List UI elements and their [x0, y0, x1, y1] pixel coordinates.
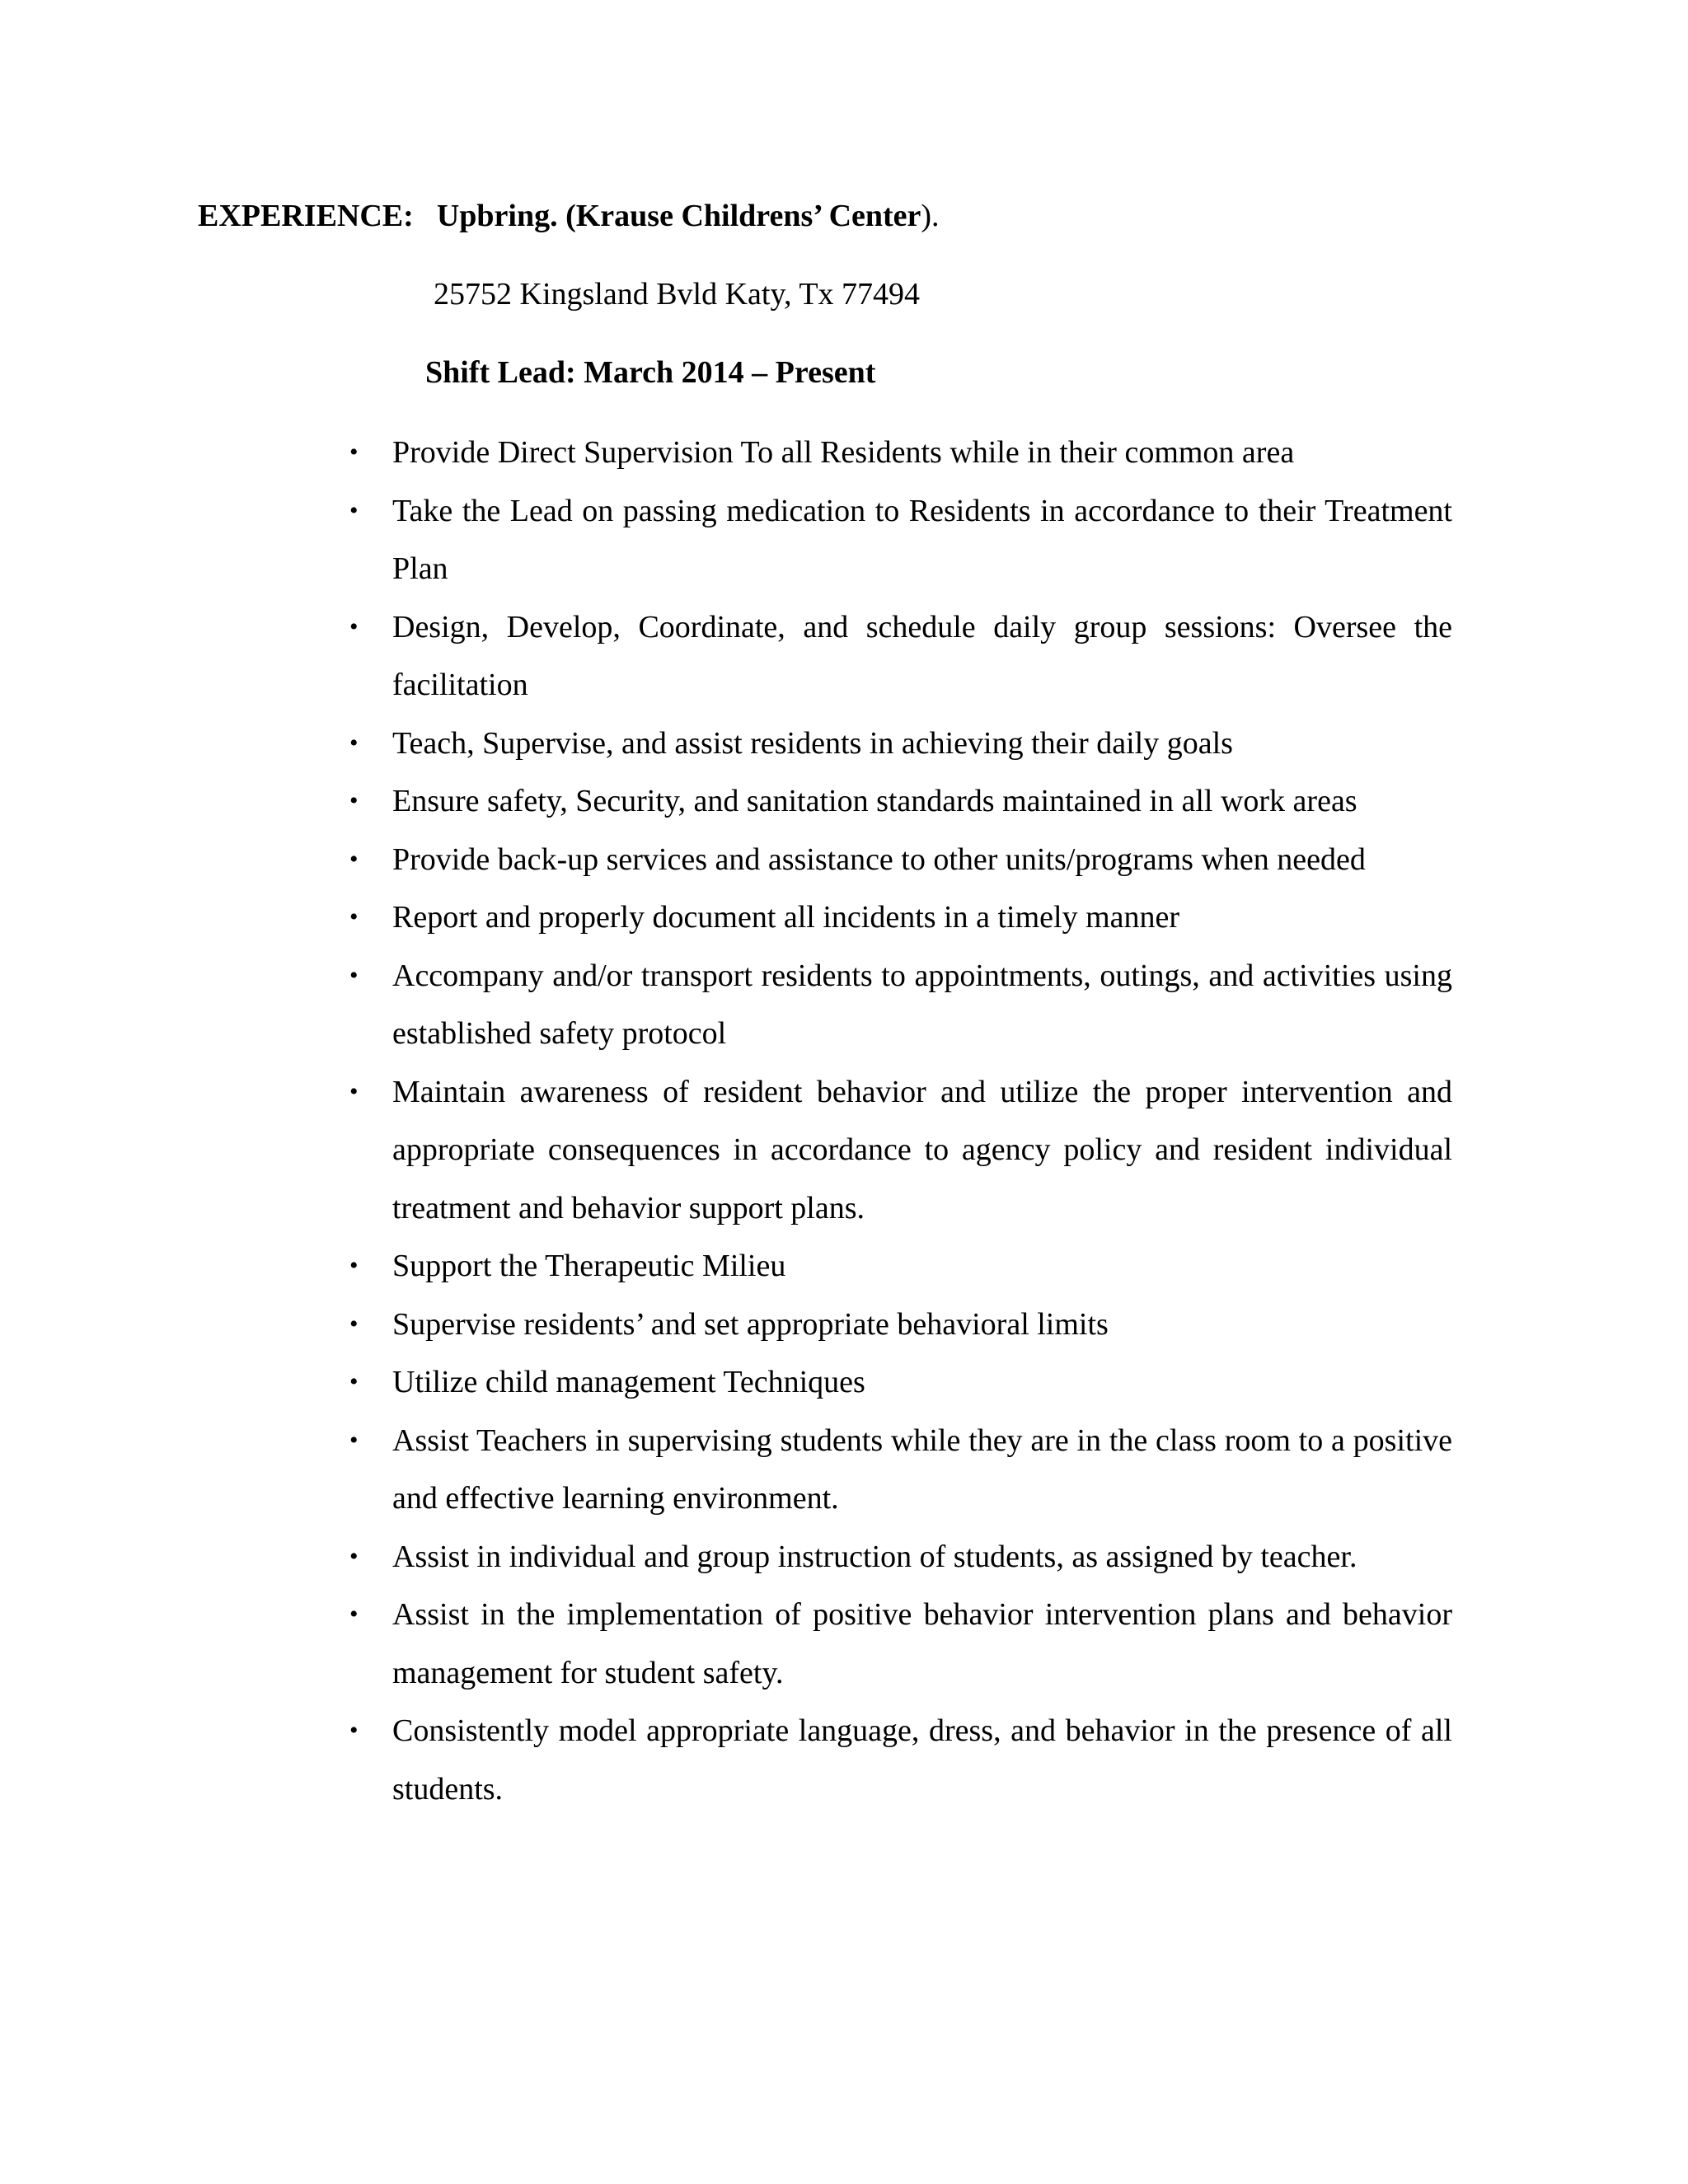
bullet-icon: •: [349, 612, 359, 640]
duty-item: [349, 1237, 1452, 1296]
duty-text: Accompany and/or transport residents to appointments, outings, and activities using established safety protocol: [392, 958, 1452, 1051]
duty-item: [349, 1063, 1452, 1238]
duty-text: Report and properly document all incidents in a timely manner: [392, 900, 1180, 935]
bullet-icon: •: [349, 1426, 359, 1454]
duty-text: Utilize child management Techniques: [392, 1365, 865, 1399]
employer-address: 25752 Kingsland Bvld Katy, Tx 77494: [434, 277, 921, 312]
bullet-icon: •: [349, 1717, 359, 1744]
duty-text: Assist in individual and group instruction of students, as assigned by teacher.: [392, 1539, 1357, 1574]
bullet-icon: •: [349, 1368, 359, 1395]
duty-text: Take the Lead on passing medication to Residents in accordance to their Treatment Plan: [392, 493, 1452, 586]
duty-item: [349, 947, 1452, 1063]
bullet-icon: •: [349, 729, 359, 757]
duty-text: Assist in the implementation of positive behavior intervention plans and behavior management for student safety.: [392, 1597, 1452, 1690]
bullet-icon: •: [349, 438, 359, 466]
employer-name: Upbring. (Krause Childrens’ Center: [436, 199, 921, 233]
bullet-icon: •: [349, 787, 359, 814]
duty-item: [349, 1353, 1452, 1412]
duty-text: Ensure safety, Security, and sanitation standards maintained in all work areas: [392, 784, 1357, 818]
duty-text: Maintain awareness of resident behavior and utilize the proper intervention and appropriate consequences in accordance to agency policy and resident individual treatment and behavior support plans.: [392, 1074, 1452, 1226]
position-title: Shift Lead: March 2014 – Present: [425, 355, 876, 390]
duty-item: [349, 1702, 1452, 1818]
bullet-icon: •: [349, 1542, 359, 1570]
bullet-icon: •: [349, 961, 359, 989]
duty-item: [349, 715, 1452, 773]
bullet-icon: •: [349, 903, 359, 930]
duty-item: [349, 482, 1452, 598]
bullet-icon: •: [349, 496, 359, 524]
duty-item: [349, 831, 1452, 889]
duty-item: [349, 1412, 1452, 1528]
duty-item: [349, 424, 1452, 482]
duties-list: [349, 424, 1452, 1818]
section-label: EXPERIENCE:: [198, 199, 414, 233]
duty-text: Supervise residents’ and set appropriate behavioral limits: [392, 1306, 1109, 1342]
experience-heading: [198, 196, 940, 236]
duty-item: [349, 772, 1452, 831]
duty-text: Teach, Supervise, and assist residents in achieving their daily goals: [392, 725, 1233, 761]
duty-text: Provide back-up services and assistance to other units/programs when needed: [392, 841, 1366, 877]
bullet-icon: •: [349, 1310, 359, 1338]
duty-item: [349, 1296, 1452, 1354]
bullet-icon: •: [349, 845, 359, 873]
duty-item: [349, 1586, 1452, 1702]
bullet-icon: •: [349, 1077, 359, 1105]
duty-item: [349, 888, 1452, 947]
duty-item: [349, 598, 1452, 715]
duty-text: Design, Develop, Coordinate, and schedule daily group sessions: Oversee the facilitation: [392, 609, 1452, 702]
duty-item: [349, 1528, 1452, 1586]
bullet-icon: •: [349, 1252, 359, 1279]
duty-text: Support the Therapeutic Milieu: [392, 1249, 786, 1283]
bullet-icon: •: [349, 1601, 359, 1628]
duty-text: Assist Teachers in supervising students while they are in the class room to a positive and effective learning environment.: [392, 1422, 1452, 1516]
duty-text: Provide Direct Supervision To all Residents while in their common area: [392, 435, 1295, 470]
duty-text: Consistently model appropriate language, dress, and behavior in the presence of all students.: [392, 1713, 1452, 1807]
employer-name-suffix: ).: [921, 199, 940, 233]
